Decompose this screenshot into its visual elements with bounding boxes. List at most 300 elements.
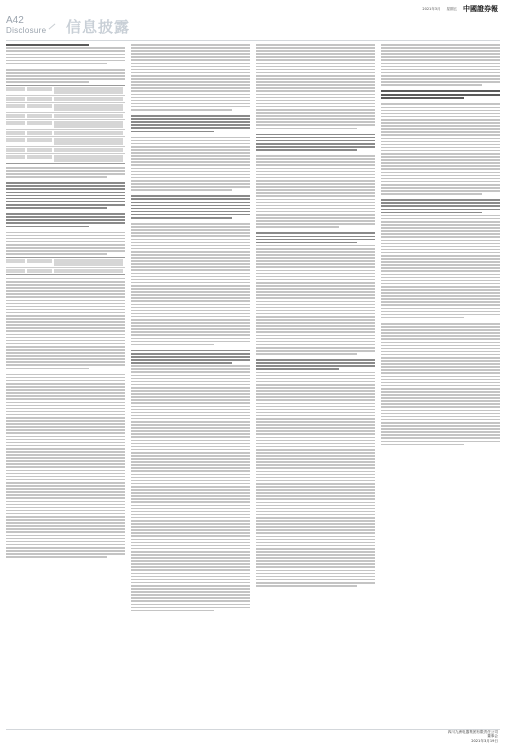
text-line: [131, 508, 250, 510]
text-line: [131, 526, 250, 528]
text-line: [6, 226, 89, 228]
text-line: [381, 314, 500, 316]
text-line: [131, 353, 250, 355]
text-line: [381, 264, 500, 266]
text-line: [6, 491, 125, 493]
text-line: [256, 486, 375, 488]
text-line: [381, 159, 500, 161]
text-line: [256, 251, 375, 253]
text-line: [381, 134, 500, 136]
text-column-3: [256, 44, 375, 734]
text-line: [6, 361, 125, 363]
text-line: [131, 409, 250, 411]
text-line: [131, 362, 232, 364]
text-line: [381, 116, 500, 118]
text-line: [131, 109, 232, 111]
text-line: [256, 186, 375, 188]
text-line: [131, 84, 250, 86]
text-line: [131, 307, 250, 309]
text-line: [256, 449, 375, 451]
text-line: [6, 216, 125, 218]
text-line: [131, 433, 250, 435]
text-line: [6, 57, 125, 59]
text-line: [131, 378, 250, 380]
text-line: [381, 215, 500, 217]
text-line: [256, 239, 375, 241]
text-line: [6, 380, 125, 382]
text-line: [131, 285, 250, 287]
text-line: [256, 226, 339, 228]
text-line: [131, 279, 250, 281]
text-line: [131, 291, 250, 293]
text-line: [6, 318, 125, 320]
text-line: [6, 192, 125, 194]
text-line: [131, 477, 250, 479]
text-line: [6, 222, 125, 224]
text-line: [6, 170, 125, 172]
text-line: [381, 131, 500, 133]
text-line: [256, 276, 375, 278]
text-line: [131, 260, 250, 262]
text-line: [131, 520, 250, 522]
text-line: [131, 205, 250, 207]
text-line: [381, 78, 500, 80]
text-line: [6, 501, 125, 503]
text-line: [131, 443, 250, 445]
text-line: [131, 424, 250, 426]
text-line: [256, 87, 375, 89]
text-line: [131, 470, 250, 472]
text-line: [256, 542, 375, 544]
text-line: [381, 162, 500, 164]
text-line: [131, 127, 250, 129]
text-line: [6, 482, 125, 484]
text-line: [381, 261, 500, 263]
header-decoration: [49, 24, 56, 30]
text-line: [256, 260, 375, 262]
text-line: [381, 66, 500, 68]
text-line: [131, 223, 250, 225]
text-line: [256, 158, 375, 160]
table-cell: [6, 269, 25, 273]
text-line: [131, 440, 250, 442]
text-line: [381, 270, 500, 272]
text-line: [256, 458, 375, 460]
text-line: [256, 489, 375, 491]
text-line: [381, 72, 500, 74]
text-line: [6, 538, 125, 540]
text-line: [131, 607, 250, 609]
text-line: [381, 69, 500, 71]
text-line: [256, 505, 375, 507]
text-line: [256, 199, 375, 201]
text-line: [131, 517, 250, 519]
text-line: [381, 360, 500, 362]
text-line: [256, 174, 375, 176]
text-line: [6, 219, 125, 221]
text-line: [256, 257, 375, 259]
text-line: [6, 54, 125, 56]
text-line: [256, 313, 375, 315]
text-line: [6, 60, 125, 62]
text-line: [256, 288, 375, 290]
text-line: [131, 146, 250, 148]
text-line: [6, 306, 125, 308]
text-line: [256, 517, 375, 519]
table-cell: [6, 114, 25, 118]
text-line: [256, 375, 375, 377]
text-line: [131, 458, 250, 460]
text-line: [131, 69, 250, 71]
text-line: [6, 81, 89, 83]
text-line: [256, 344, 375, 346]
text-line: [381, 205, 500, 207]
text-line: [381, 280, 500, 282]
text-line: [381, 150, 500, 152]
text-line: [381, 332, 500, 334]
text-line: [131, 582, 250, 584]
text-line: [381, 277, 500, 279]
text-line: [381, 379, 500, 381]
text-line: [6, 460, 125, 462]
text-line: [256, 508, 375, 510]
text-line: [6, 432, 125, 434]
text-line: [256, 279, 375, 281]
text-line: [256, 406, 375, 408]
text-line: [6, 47, 125, 49]
text-line: [256, 106, 375, 108]
text-line: [381, 221, 500, 223]
text-line: [131, 53, 250, 55]
text-line: [131, 356, 250, 358]
text-line: [131, 164, 250, 166]
text-line: [6, 324, 125, 326]
data-table: [6, 85, 125, 164]
text-line: [256, 97, 375, 99]
text-line: [256, 103, 375, 105]
text-line: [131, 368, 250, 370]
text-line: [256, 409, 375, 411]
text-line: [131, 158, 250, 160]
text-line: [131, 87, 250, 89]
text-line: [256, 396, 375, 398]
text-line: [256, 254, 375, 256]
text-line: [131, 359, 250, 361]
text-line: [381, 283, 500, 285]
text-line: [131, 597, 250, 599]
text-line: [131, 273, 250, 275]
text-line: [131, 498, 250, 500]
text-line: [6, 457, 125, 459]
text-line: [256, 81, 375, 83]
text-line: [6, 439, 125, 441]
text-line: [256, 146, 375, 148]
text-line: [256, 155, 375, 157]
text-line: [381, 385, 500, 387]
table-cell: [27, 138, 51, 142]
text-line: [381, 441, 500, 443]
text-line: [131, 436, 250, 438]
text-line: [381, 363, 500, 365]
text-line: [256, 372, 375, 374]
text-line: [6, 547, 125, 549]
text-line: [256, 520, 375, 522]
text-line: [256, 335, 375, 337]
text-line: [131, 548, 250, 550]
text-line: [131, 325, 250, 327]
text-line: [256, 532, 375, 534]
text-line: [131, 341, 250, 343]
text-line: [256, 189, 375, 191]
text-line: [6, 389, 125, 391]
text-line: [131, 195, 250, 197]
text-line: [6, 44, 89, 46]
text-line: [131, 235, 250, 237]
text-line: [6, 531, 125, 533]
text-line: [6, 284, 125, 286]
text-line: [131, 155, 250, 157]
text-line: [256, 523, 375, 525]
text-line: [6, 290, 125, 292]
text-line: [131, 226, 250, 228]
text-line: [6, 204, 125, 206]
text-line: [256, 270, 375, 272]
text-line: [256, 236, 375, 238]
text-line: [256, 443, 375, 445]
text-line: [6, 195, 125, 197]
text-line: [381, 335, 500, 337]
text-line: [6, 398, 125, 400]
text-line: [6, 312, 125, 314]
text-line: [381, 178, 500, 180]
text-line: [6, 182, 125, 184]
text-line: [381, 153, 500, 155]
text-line: [256, 205, 375, 207]
text-line: [6, 504, 125, 506]
text-line: [131, 248, 250, 250]
text-line: [6, 167, 125, 169]
text-line: [6, 69, 125, 71]
text-line: [256, 378, 375, 380]
text-line: [131, 406, 250, 408]
data-table: [6, 257, 125, 275]
text-line: [256, 149, 357, 151]
text-line: [131, 539, 250, 541]
text-line: [6, 72, 125, 74]
text-line: [256, 325, 375, 327]
text-line: [256, 56, 375, 58]
text-line: [256, 232, 375, 234]
text-line: [381, 249, 500, 251]
text-line: [256, 341, 375, 343]
text-line: [131, 535, 250, 537]
text-line: [256, 467, 375, 469]
text-line: [6, 207, 107, 209]
text-line: [381, 311, 500, 313]
text-line: [381, 403, 500, 405]
text-line: [6, 309, 125, 311]
text-line: [381, 295, 500, 297]
text-line: [131, 511, 250, 513]
text-line: [6, 201, 125, 203]
text-line: [131, 168, 250, 170]
text-line: [381, 400, 500, 402]
table-cell: [27, 155, 51, 159]
text-line: [256, 100, 375, 102]
text-line: [256, 304, 375, 306]
text-line: [131, 269, 250, 271]
text-line: [256, 483, 375, 485]
text-line: [6, 429, 125, 431]
text-line: [131, 304, 250, 306]
text-line: [131, 152, 250, 154]
text-line: [131, 121, 250, 123]
text-line: [256, 560, 375, 562]
text-line: [131, 328, 250, 330]
text-line: [6, 303, 125, 305]
text-line: [381, 175, 500, 177]
text-line: [131, 554, 250, 556]
text-line: [256, 63, 375, 65]
text-line: [256, 545, 375, 547]
text-line: [6, 451, 125, 453]
text-line: [256, 474, 375, 476]
text-line: [6, 241, 125, 243]
text-line: [381, 212, 482, 214]
text-line: [131, 174, 250, 176]
table-row: [6, 103, 125, 113]
text-line: [381, 394, 500, 396]
article-columns: [6, 44, 500, 734]
text-line: [6, 281, 125, 283]
table-cell: [6, 97, 25, 101]
text-line: [131, 455, 250, 457]
text-line: [256, 75, 375, 77]
text-line: [6, 364, 125, 366]
text-line: [131, 288, 250, 290]
text-line: [6, 420, 125, 422]
text-line: [131, 229, 250, 231]
text-line: [6, 368, 89, 370]
text-line: [131, 211, 250, 213]
text-line: [6, 473, 125, 475]
text-line: [6, 519, 125, 521]
text-line: [256, 282, 375, 284]
text-line: [381, 252, 500, 254]
table-cell: [54, 114, 123, 118]
text-line: [256, 415, 375, 417]
text-line: [131, 591, 250, 593]
text-line: [6, 436, 125, 438]
text-line: [256, 548, 375, 550]
text-line: [6, 337, 125, 339]
table-row: [6, 154, 125, 163]
text-line: [6, 476, 125, 478]
text-line: [256, 446, 375, 448]
text-line: [6, 535, 125, 537]
text-line: [131, 594, 250, 596]
text-line: [131, 390, 250, 392]
text-line: [381, 431, 500, 433]
text-line: [131, 566, 250, 568]
text-line: [381, 255, 500, 257]
text-line: [131, 316, 250, 318]
text-line: [6, 213, 125, 215]
text-line: [256, 220, 375, 222]
text-line: [256, 84, 375, 86]
text-line: [131, 103, 250, 105]
text-line: [6, 488, 125, 490]
text-line: [256, 563, 375, 565]
text-line: [131, 208, 250, 210]
text-line: [381, 323, 500, 325]
text-line: [6, 78, 125, 80]
text-line: [131, 551, 250, 553]
text-line: [381, 84, 482, 86]
text-line: [381, 258, 500, 260]
text-line: [131, 563, 250, 565]
text-line: [256, 350, 375, 352]
text-line: [6, 507, 125, 509]
text-line: [6, 513, 125, 515]
text-line: [381, 199, 500, 201]
text-line: [131, 297, 250, 299]
text-line: [256, 424, 375, 426]
table-row: [6, 268, 125, 274]
text-line: [131, 183, 250, 185]
text-line: [6, 470, 125, 472]
text-line: [381, 53, 500, 55]
text-line: [256, 461, 375, 463]
text-line: [6, 346, 125, 348]
text-line: [256, 44, 375, 46]
text-line: [381, 366, 500, 368]
text-line: [256, 381, 375, 383]
text-line: [6, 442, 125, 444]
text-line: [256, 307, 375, 309]
text-line: [6, 349, 125, 351]
text-line: [131, 198, 250, 200]
text-line: [381, 406, 500, 408]
text-line: [256, 134, 375, 136]
text-line: [131, 579, 250, 581]
table-row: [6, 147, 125, 154]
text-line: [131, 214, 250, 216]
text-line: [256, 384, 375, 386]
text-line: [131, 396, 250, 398]
text-line: [381, 56, 500, 58]
text-line: [131, 94, 250, 96]
text-line: [381, 267, 500, 269]
text-line: [381, 345, 500, 347]
text-line: [6, 479, 125, 481]
text-line: [256, 585, 357, 587]
table-cell: [6, 104, 25, 108]
text-line: [381, 246, 500, 248]
text-line: [131, 542, 250, 544]
table-cell: [6, 148, 25, 152]
text-line: [381, 184, 500, 186]
text-line: [256, 121, 375, 123]
text-line: [381, 122, 500, 124]
text-line: [131, 523, 250, 525]
text-line: [256, 452, 375, 454]
text-line: [381, 44, 500, 46]
text-line: [6, 352, 125, 354]
section-code: A42: [6, 15, 24, 26]
text-line: [381, 243, 500, 245]
text-line: [6, 528, 125, 530]
